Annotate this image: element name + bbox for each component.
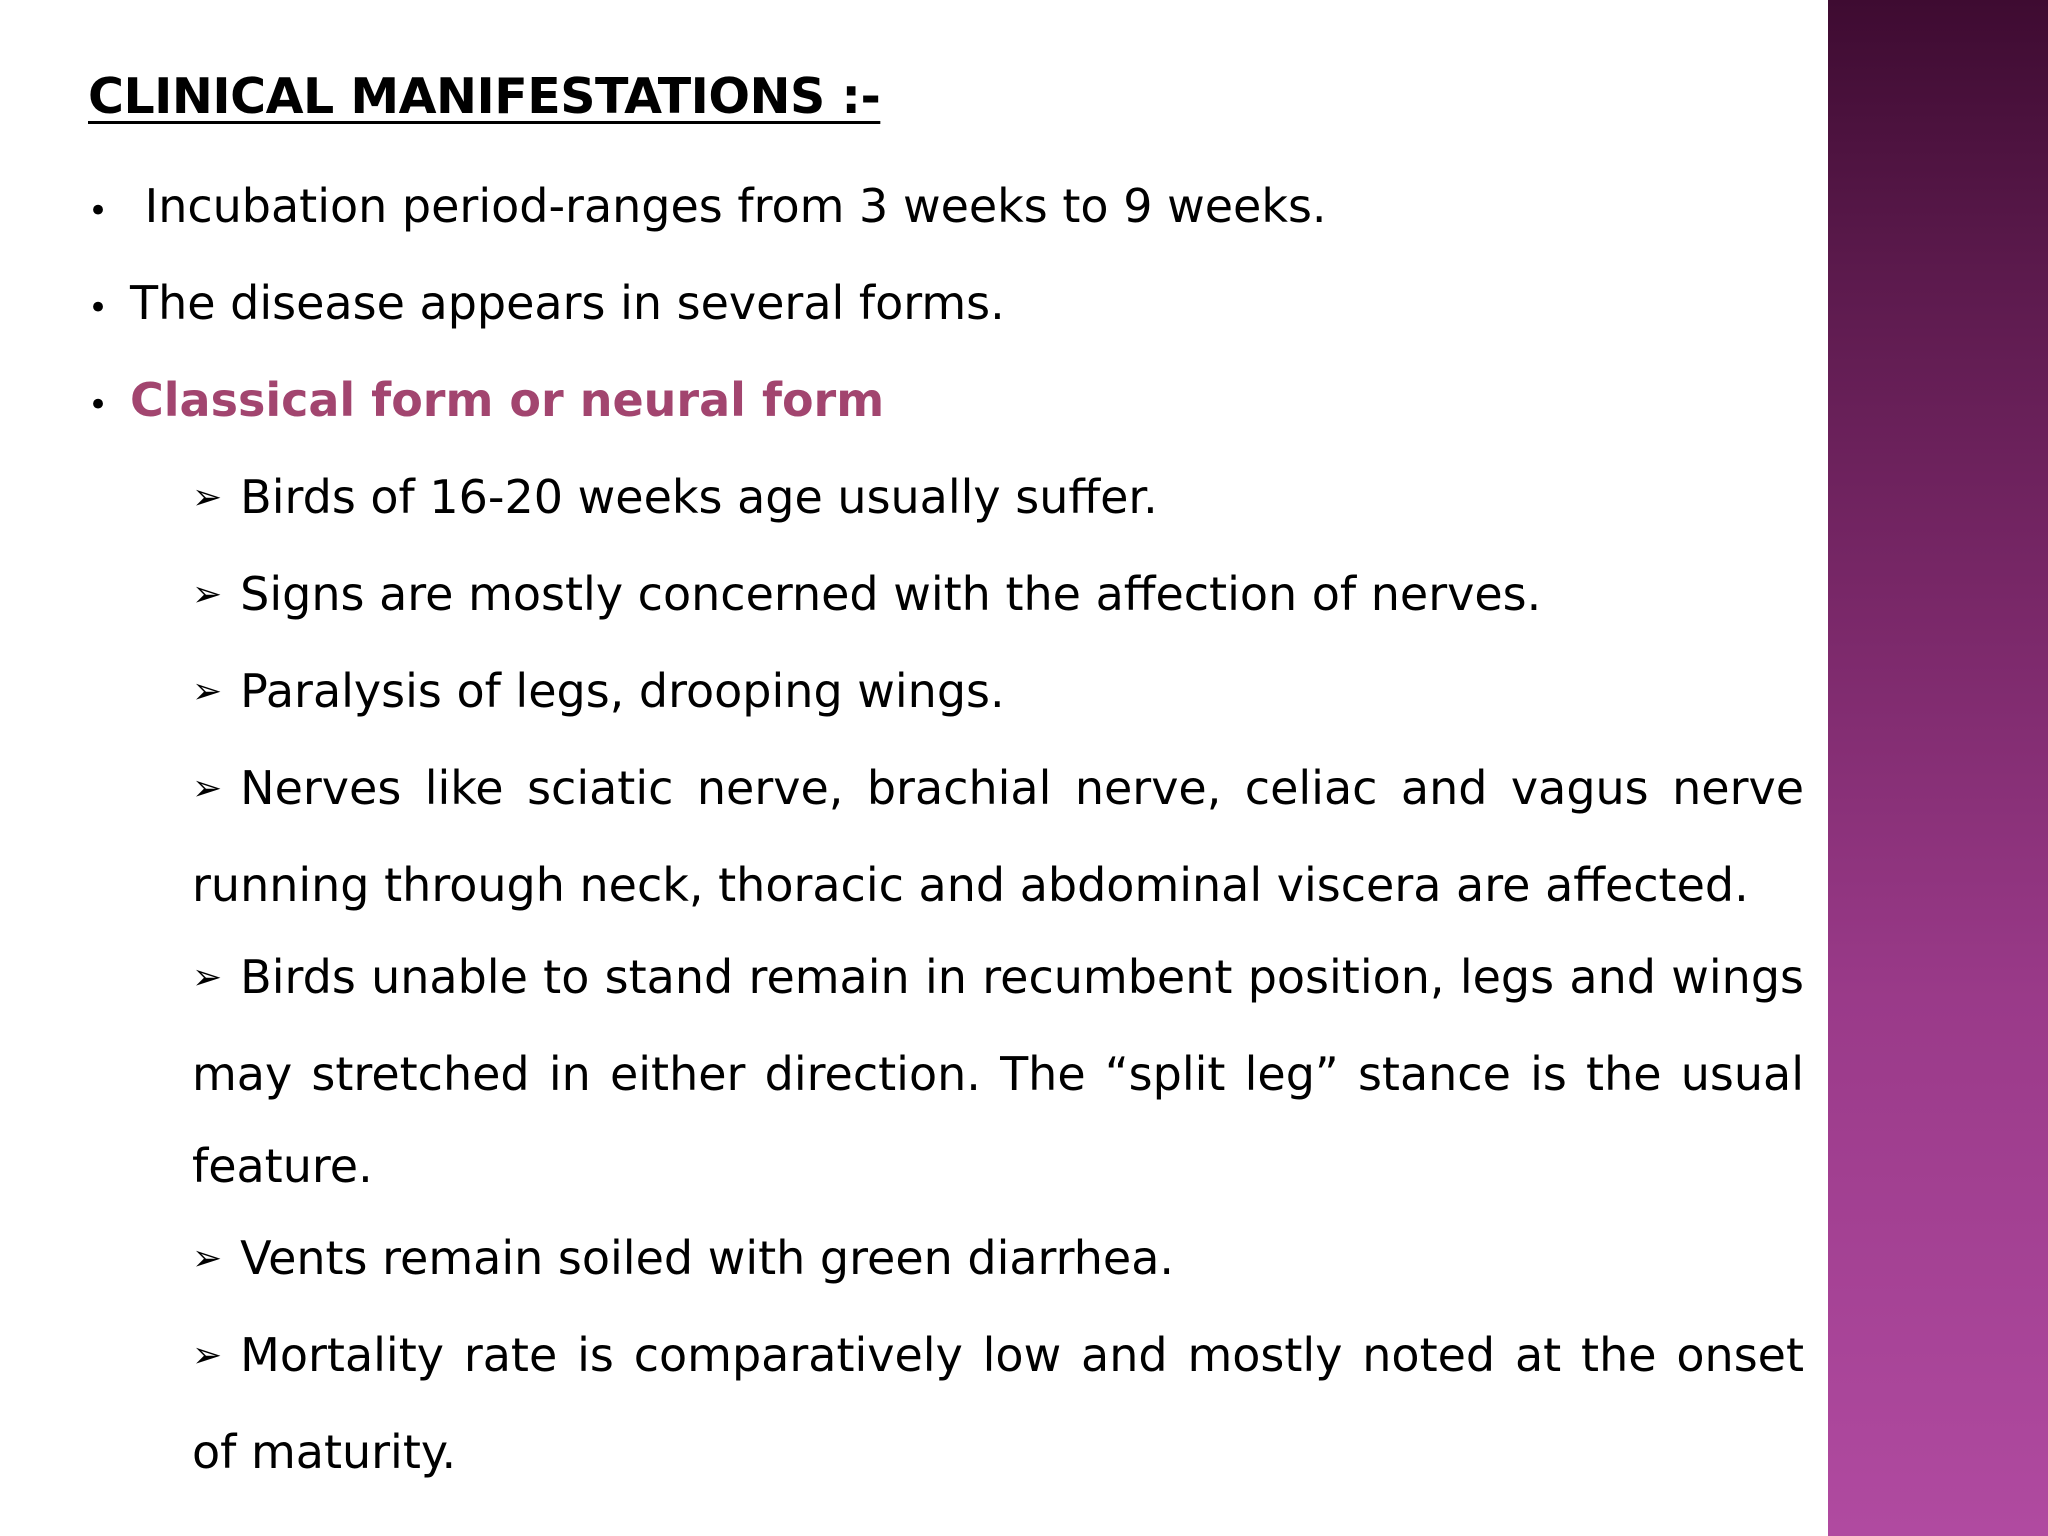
sub-point-text: Signs are mostly concerned with the affection of nerves. <box>240 567 1542 621</box>
sub-point-item <box>192 1309 1804 1498</box>
bullet-icon: • <box>88 191 109 231</box>
sub-point-item <box>192 645 1804 742</box>
arrow-bullet-icon: ➢ <box>192 1238 223 1279</box>
arrow-bullet-icon: ➢ <box>192 768 223 809</box>
bullet-icon: • <box>88 288 109 328</box>
arrow-bullet-icon: ➢ <box>192 671 223 712</box>
sub-point-text: Nerves like sciatic nerve, brachial nerve, celiac and vagus nerve running through neck, thoracic and abdominal viscera are affected. <box>192 761 1804 912</box>
sub-point-text: Birds unable to stand remain in recumbent position, legs and wings may stretched in either direction. The “split leg” stance is the usual feature. <box>192 950 1804 1193</box>
sub-point-text: Mortality rate is comparatively low and mostly noted at the onset of maturity. <box>192 1328 1804 1479</box>
sub-point-item <box>192 1212 1804 1309</box>
bullet-text: Incubation period-ranges from 3 weeks to 9 weeks. <box>130 179 1327 233</box>
sub-point-text: Vents remain soiled with green diarrhea. <box>240 1231 1175 1285</box>
bullet-item-classical-form <box>88 354 1804 451</box>
arrow-bullet-icon: ➢ <box>192 1335 223 1376</box>
arrow-bullet-icon: ➢ <box>192 957 223 998</box>
arrow-bullet-icon: ➢ <box>192 574 223 615</box>
bullet-heading-classical: Classical form or neural form <box>130 373 885 427</box>
sub-point-list <box>88 451 1804 1498</box>
slide-title: CLINICAL MANIFESTATIONS :- <box>88 68 881 125</box>
slide-content <box>88 62 1804 1498</box>
bullet-icon: • <box>88 385 109 425</box>
sub-point-item <box>192 931 1804 1212</box>
bullet-list <box>88 160 1804 451</box>
sub-point-text: Birds of 16-20 weeks age usually suffer. <box>240 470 1158 524</box>
bullet-item-forms <box>88 257 1804 354</box>
sub-point-item <box>192 548 1804 645</box>
bullet-text: The disease appears in several forms. <box>130 276 1005 330</box>
arrow-bullet-icon: ➢ <box>192 477 223 518</box>
sub-point-item <box>192 742 1804 931</box>
decorative-side-band <box>1828 0 2048 1536</box>
bullet-item-incubation <box>88 160 1804 257</box>
sub-point-text: Paralysis of legs, drooping wings. <box>240 664 1005 718</box>
sub-point-item <box>192 451 1804 548</box>
